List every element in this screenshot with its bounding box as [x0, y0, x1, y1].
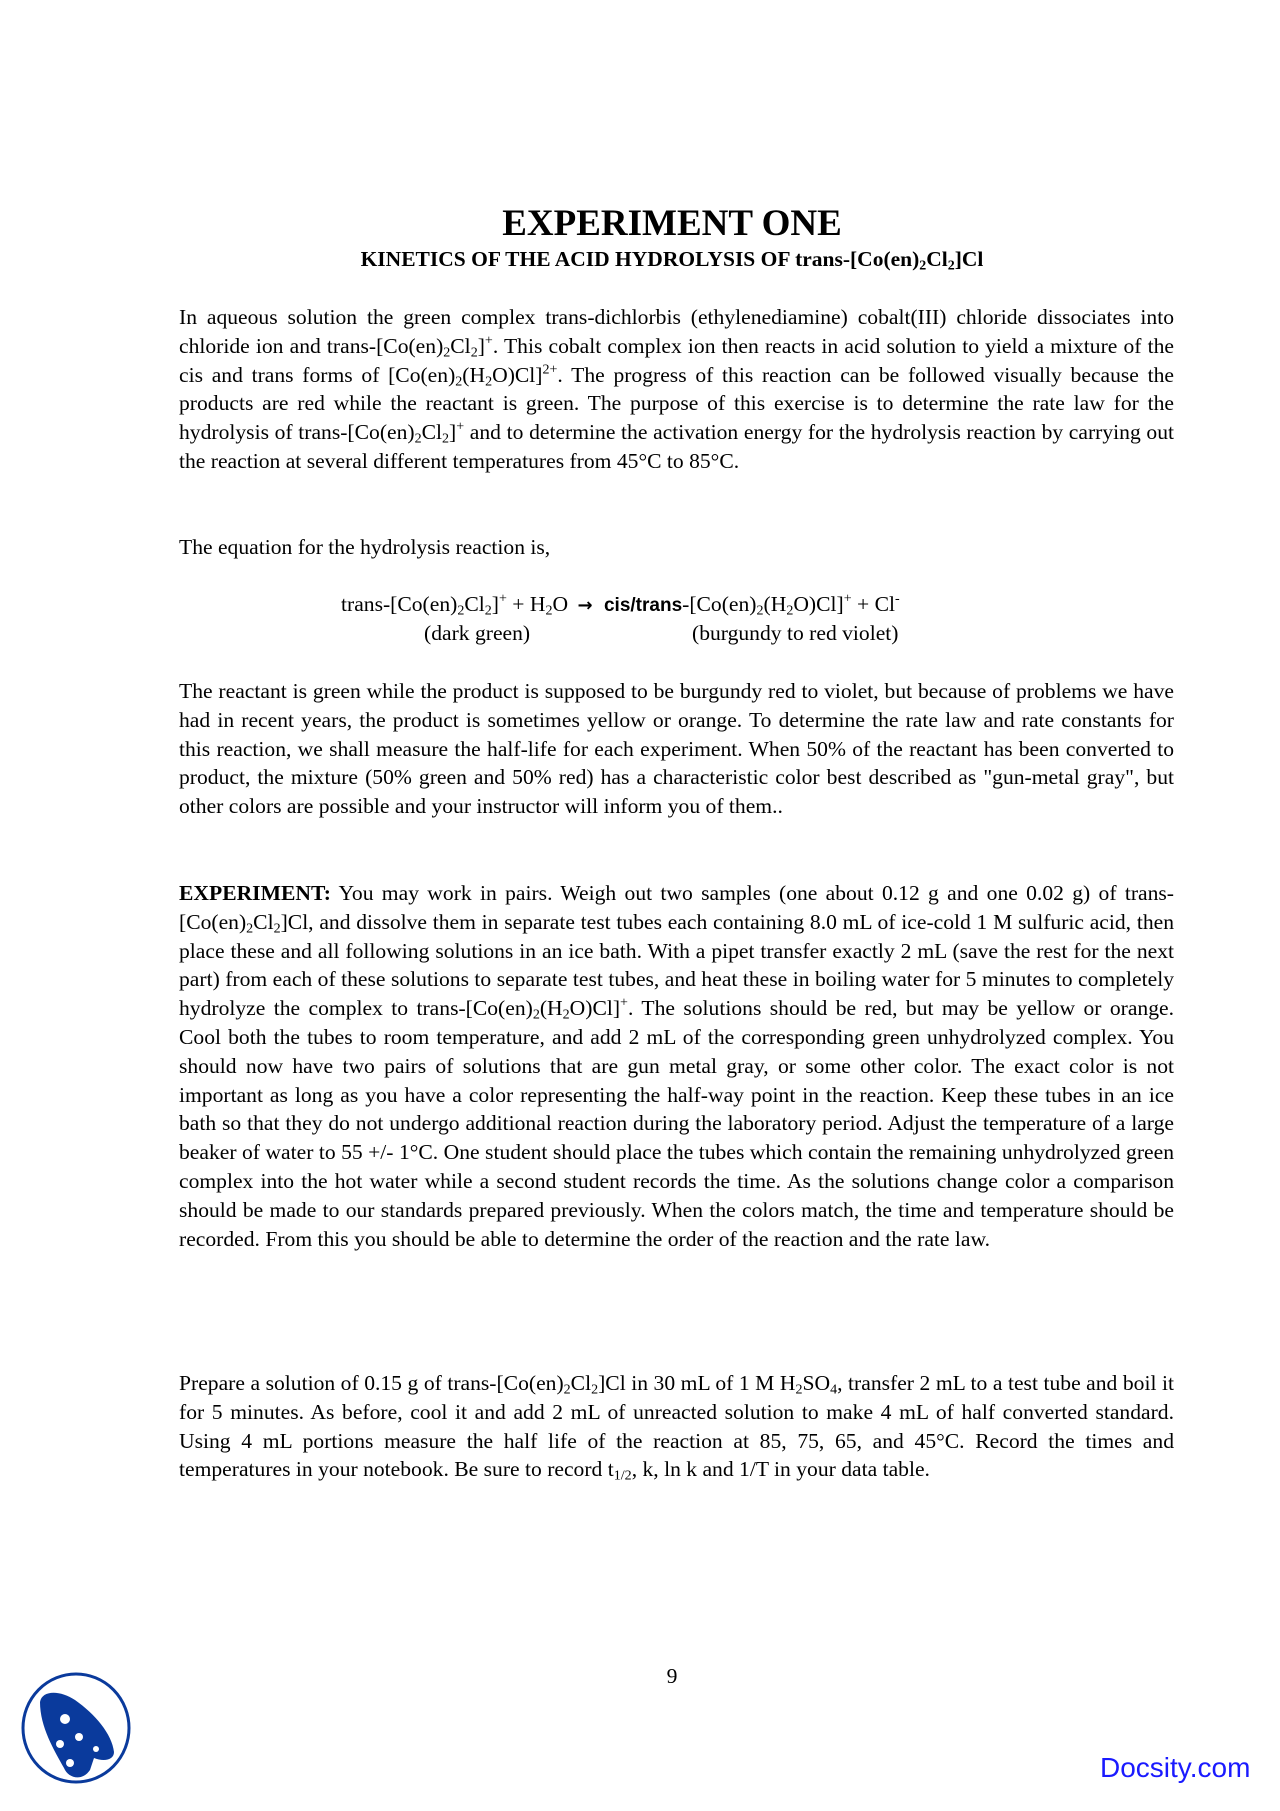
superscript-text: - [895, 590, 900, 607]
text-run: -[Co(en) [682, 592, 757, 616]
reactant-color-label: (dark green) [424, 621, 531, 645]
text-run: ] [449, 420, 457, 445]
text-run: trans-[Co(en) [341, 592, 458, 616]
docsity-watermark-link[interactable]: Docsity.com [1100, 1752, 1251, 1783]
superscript-text: + [456, 418, 465, 435]
text-run: O)Cl] [793, 592, 844, 616]
reaction-arrow: → [577, 595, 593, 616]
subscript-text: 2 [756, 602, 764, 619]
equation-intro-paragraph [179, 533, 1174, 562]
superscript-text: 2+ [542, 361, 558, 378]
text-run: The reactant is green while the product is supposed to be burgundy red to violet, but because of problems we have had in recent years, the product is sometimes yellow or orange. To determine the rate law and rate constants for this reaction, we shall measure the half-life for each experiment. When 50% of the reactant has been converted to product, the mixture (50% green and 50% red) has a characteristic color best described as "gun-metal gray", but other colors are possible and your instructor will inform you of them.. [179, 679, 1174, 819]
page-subtitle [0, 247, 1280, 272]
subscript-text: 1/2 [613, 1467, 632, 1484]
subscript-text: 2 [786, 602, 794, 619]
subscript-text: 2 [795, 1381, 803, 1398]
text-run: (H [462, 362, 486, 387]
text-run: and to determine the activation energy for the hydrolysis reaction by carrying out the reaction at several different temperatures from 45°C to 85°C. [179, 420, 1174, 473]
text-run: . The progress of this reaction can be followed visually because the products are red while the reactant is green. The purpose of this exercise is to determine the rate law for the hydrolysis of trans-[Co(en) [179, 362, 1174, 445]
text-run: . The solutions should be red, but may be yellow or orange. Cool both the tubes to room temperature, and add 2 mL of the corresponding green unhydrolyzed complex. You should now have two pairs of solutions that are gun metal gray, or some other color. The exact color is not important as long as you have a color representing the half-way point in the reaction. Keep these tubes in an ice bath so that they do not undergo additional reaction during the laboratory period. Adjust the temperature of a large beaker of water to 55 +/- 1°C. One student should place the tubes which contain the remaining unhydrolyzed green complex into the hot water while a second student records the time. As the solutions change color a comparison should be made to our standards prepared previously. When the colors match, the time and temperature should be recorded. From this you should be able to determine the order of the reaction and the rate law. [179, 996, 1174, 1251]
text-run: Cl [570, 1371, 592, 1395]
equation-products [603, 590, 900, 619]
subscript-text: 2 [532, 1006, 540, 1023]
bold-text: cis/trans [603, 595, 683, 616]
text-run: Cl [421, 420, 443, 445]
color-note-paragraph [179, 677, 1174, 821]
text-run: You may work in pairs. Weigh out two samples (one about 0.12 g and one 0.02 g) of trans-[Co(en) [179, 881, 1174, 934]
subscript-text: 2 [455, 373, 463, 390]
text-run: (H [539, 996, 563, 1021]
page-title: EXPERIMENT ONE [502, 203, 842, 244]
intro-paragraph [179, 303, 1174, 476]
text-run: ] [477, 333, 485, 358]
superscript-text: + [484, 332, 493, 349]
subscript-text: 2 [273, 920, 281, 937]
superscript-text: + [620, 994, 628, 1011]
text-run: (H [763, 592, 787, 616]
text-run: ]Cl in 30 mL of 1 M H [598, 1371, 796, 1395]
text-run: . This cobalt complex ion then reacts in acid solution to yield a mixture of the cis and trans forms of [Co(en) [179, 333, 1174, 387]
subscript-text: 2 [947, 258, 955, 274]
text-run: KINETICS OF THE ACID HYDROLYSIS OF trans-[Co(en) [360, 247, 920, 271]
page-number: 9 [666, 1664, 678, 1688]
subscript-text: 2 [484, 602, 492, 619]
text-run: Cl [253, 909, 274, 934]
equation-line [341, 590, 900, 621]
subscript-text: 2 [470, 344, 478, 361]
text-run: ]Cl [954, 247, 984, 271]
subscript-text: 4 [830, 1381, 838, 1398]
text-run: In aqueous solution the green complex trans-dichlorbis (ethylenediamine) cobalt(III) chloride dissociates into chloride ion and trans-[Co(en) [179, 305, 1174, 358]
text-run: SO [802, 1371, 831, 1395]
text-run: ]Cl, and dissolve them in separate test tubes each containing 8.0 mL of ice-cold 1 M sulfuric acid, then place these and all following solutions in an ice bath. With a pipet transfer exactly 2 mL (save the rest for the next part) from each of these solutions to separate test tubes, and heat these in boiling water for 5 minutes to completely hydrolyze the complex to trans-[Co(en) [179, 909, 1174, 1021]
bold-text: EXPERIMENT: [179, 881, 331, 905]
superscript-text: + [843, 590, 852, 607]
text-run: + Cl [851, 592, 896, 616]
text-run: Cl [926, 247, 948, 271]
subscript-text: 2 [457, 602, 465, 619]
text-run: , k, ln k and 1/T in your data table. [631, 1457, 930, 1482]
text-run: , transfer 2 mL to a test tube and boil it for 5 minutes. As before, cool it and add 2 mL of unreacted solution to make 4 mL of half converted standard. Using 4 mL portions measure the half life of the reaction at 85, 75, 65, and 45°C. Record the times and temperatures in your notebook. Be sure to record t [179, 1371, 1174, 1482]
preparation-paragraph [179, 1369, 1174, 1484]
text-run: O)Cl] [569, 996, 621, 1021]
subscript-text: 2 [246, 920, 254, 937]
text-run: O [552, 592, 574, 616]
text-run: The equation for the hydrolysis reaction is, [179, 535, 551, 559]
product-color-label: (burgundy to red violet) [692, 621, 899, 645]
text-run: Prepare a solution of 0.15 g of trans-[Co(en) [179, 1371, 564, 1395]
subscript-text: 2 [442, 430, 450, 447]
text-run: + H [506, 592, 546, 616]
subscript-text: 2 [545, 602, 553, 619]
equation-reactants [341, 590, 574, 619]
subscript-text: 2 [563, 1381, 571, 1398]
text-run: O)Cl] [492, 362, 543, 387]
text-run: Cl [450, 333, 471, 358]
docsity-logo-icon [20, 1672, 132, 1784]
subscript-text: 2 [443, 344, 451, 361]
subscript-text: 2 [485, 373, 493, 390]
subscript-text: 2 [919, 258, 927, 274]
subscript-text: 2 [591, 1381, 599, 1398]
text-run: Cl [464, 592, 485, 616]
superscript-text: + [498, 590, 507, 607]
subscript-text: 2 [414, 430, 422, 447]
subscript-text: 2 [562, 1006, 570, 1023]
experiment-paragraph [179, 879, 1174, 1253]
text-run: ] [491, 592, 499, 616]
